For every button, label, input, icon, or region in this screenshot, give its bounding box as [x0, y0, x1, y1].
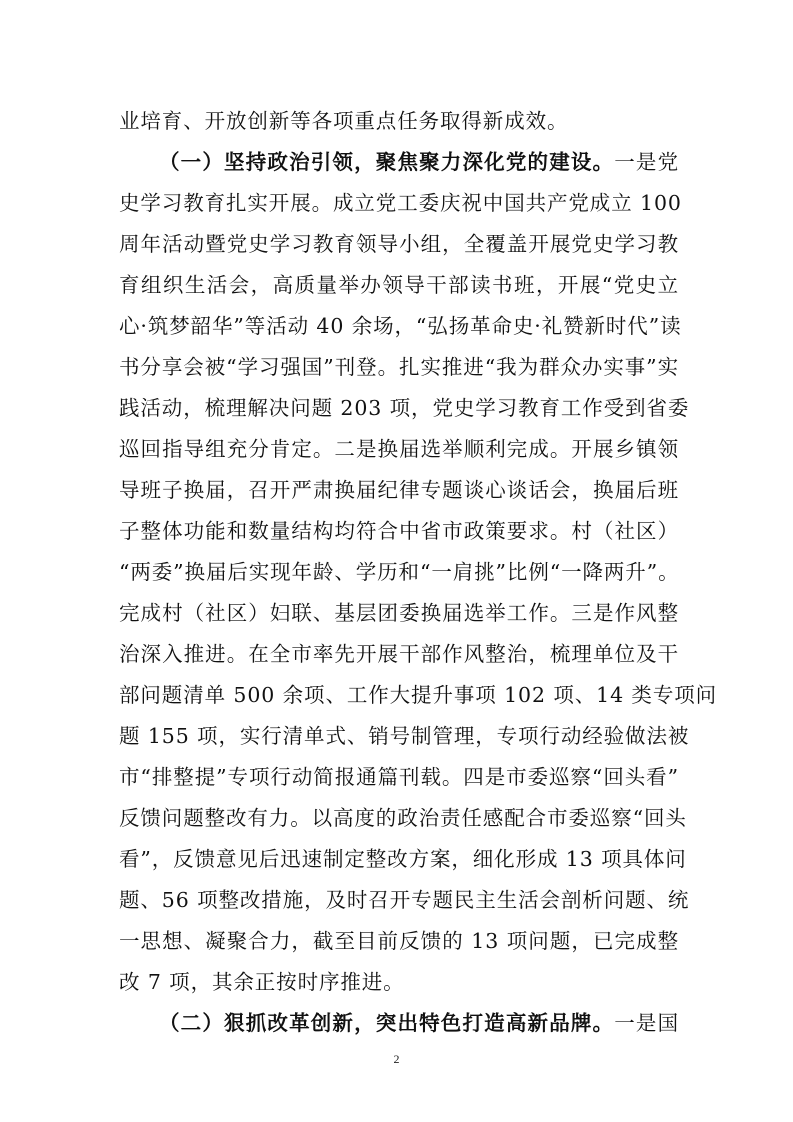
paragraph-line: 题 155 项，实行清单式、销号制管理，专项行动经验做法被 [119, 724, 690, 748]
paragraph-line: 史学习教育扎实开展。成立党工委庆祝中国共产党成立 100 [119, 191, 682, 215]
section-1-first-line [159, 147, 679, 177]
section-2-first-line [159, 1008, 679, 1038]
section-1-lead: 一是党 [614, 150, 679, 174]
paragraph-line: 反馈问题整改有力。以高度的政治责任感配合市委巡察“回头 [119, 806, 687, 830]
paragraph-line: 一思想、凝聚合力，截至目前反馈的 13 项问题，已完成整 [119, 929, 679, 953]
paragraph-line: 育组织生活会，高质量举办领导干部读书班，开展“党史立 [119, 273, 679, 297]
paragraph-line: 题、56 项整改措施，及时召开专题民主生活会剖析问题、统 [119, 888, 690, 912]
paragraph-line: 完成村（社区）妇联、基层团委换届选举工作。三是作风整 [119, 601, 679, 625]
paragraph-line: 周年活动暨党史学习教育领导小组，全覆盖开展党史学习教 [119, 232, 679, 256]
paragraph-line: 书分享会被“学习强国”刊登。扎实推进“我为群众办实事”实 [119, 355, 679, 379]
paragraph-line: 市“排整提”专项行动简报通篇刊载。四是市委巡察“回头看” [119, 765, 679, 789]
paragraph-line: 巡回指导组充分肯定。二是换届选举顺利完成。开展乡镇领 [119, 437, 679, 461]
section-1-heading: （一）坚持政治引领，聚焦聚力深化党的建设。 [159, 150, 615, 174]
paragraph-line: 看”，反馈意见后迅速制定整改方案，细化形成 13 项具体问 [119, 847, 687, 871]
paragraph-line: 业培育、开放创新等各项重点任务取得新成效。 [119, 109, 569, 133]
paragraph-line: 治深入推进。在全市率先开展干部作风整治，梳理单位及干 [119, 642, 679, 666]
section-2-heading: （二）狠抓改革创新，突出特色打造高新品牌。 [159, 1011, 615, 1035]
section-2-lead: 一是国 [614, 1011, 679, 1035]
paragraph-line: 改 7 项，其余正按时序推进。 [119, 970, 405, 994]
paragraph-line: 践活动，梳理解决问题 203 项，党史学习教育工作受到省委 [119, 396, 690, 420]
page-number: 2 [393, 1052, 400, 1066]
paragraph-line: 部问题清单 500 余项、工作大提升事项 102 项、14 类专项问 [119, 683, 718, 707]
paragraph-line: “两委”换届后实现年龄、学历和“一肩挑”比例“一降两升”。 [119, 560, 680, 584]
paragraph-line: 导班子换届，召开严肃换届纪律专题谈心谈话会，换届后班 [119, 478, 679, 502]
paragraph-line: 心·筑梦韶华”等活动 40 余场，“弘扬革命史·礼赞新时代”读 [119, 314, 682, 338]
paragraph-line: 子整体功能和数量结构均符合中省市政策要求。村（社区） [119, 519, 679, 543]
